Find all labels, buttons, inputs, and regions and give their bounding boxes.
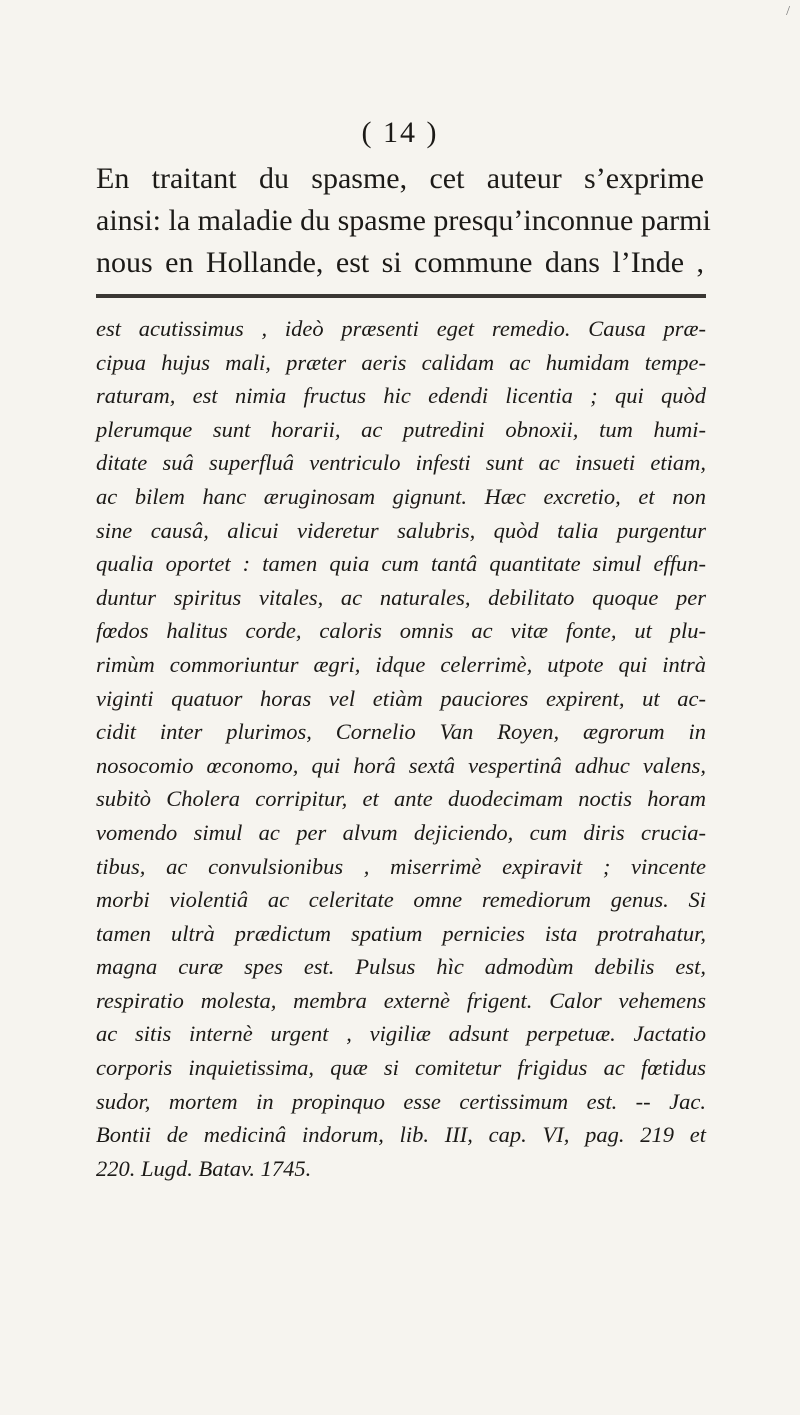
corner-mark: / bbox=[786, 4, 790, 19]
footnote-line: fœdos halitus corde, caloris omnis ac vitæ fonte, ut plu- bbox=[96, 618, 706, 644]
footnote-line: raturam, est nimia fructus hic edendi licentia ; qui quòd bbox=[96, 383, 706, 409]
footnote-line: duntur spiritus vitales, ac naturales, debilitato quoque per bbox=[96, 584, 706, 610]
footnote-line: ditate suâ superfluâ ventriculo infesti sunt ac insueti etiam, bbox=[96, 450, 706, 476]
footnote-line: morbi violentiâ ac celeritate omne remediorum genus. Si bbox=[96, 887, 706, 913]
text-line: ainsi: la maladie du spasme presqu’inconnue parmi bbox=[96, 204, 711, 237]
footnote-line: plerumque sunt horarii, ac putredini obnoxii, tum humi- bbox=[96, 416, 706, 442]
page-number: ( 14 ) bbox=[361, 116, 439, 149]
footnote-line: sudor, mortem in propinquo esse certissimum est. -- Jac. bbox=[96, 1088, 706, 1114]
footnote-line: vomendo simul ac per alvum dejiciendo, cum diris crucia- bbox=[96, 819, 706, 845]
french-text-block bbox=[96, 158, 711, 284]
footnote-line: viginti quatuor horas vel etiàm pauciores expirent, ut ac- bbox=[96, 685, 706, 711]
footnote-line: sine causâ, alicui videretur salubris, quòd talia purgentur bbox=[96, 517, 706, 543]
footnote-line: 220. Lugd. Batav. 1745. bbox=[96, 1155, 312, 1181]
footnote-line: tibus, ac convulsionibus , miserrimè expiravit ; vincente bbox=[96, 853, 706, 879]
footnote-line: ac bilem hanc æruginosam gignunt. Hæc excretio, et non bbox=[96, 483, 706, 509]
footnote-line: qualia oportet : tamen quia cum tantâ quantitate simul effun- bbox=[96, 551, 706, 577]
latin-footnote-block bbox=[96, 312, 706, 1185]
footnote-line: nosocomio œconomo, qui horâ sextâ vespertinâ adhuc valens, bbox=[96, 752, 706, 778]
text-line: En traitant du spasme, cet auteur s’exprime bbox=[96, 162, 704, 195]
footnote-line: tamen ultrà prædictum spatium pernicies ista protrahatur, bbox=[96, 920, 706, 946]
text-line: nous en Hollande, est si commune dans l’Inde , bbox=[96, 246, 704, 279]
footnote-line: magna curæ spes est. Pulsus hìc admodùm debilis est, bbox=[96, 954, 706, 980]
footnote-line: cipua hujus mali, præter aeris calidam ac humidam tempe- bbox=[96, 349, 706, 375]
footnote-rule bbox=[96, 294, 706, 298]
footnote-line: rimùm commoriuntur ægri, idque celerrimè, utpote qui intrà bbox=[96, 651, 706, 677]
footnote-line: corporis inquietissima, quæ si comitetur frigidus ac fœtidus bbox=[96, 1055, 706, 1081]
footnote-line: est acutissimus , ideò præsenti eget remedio. Causa præ- bbox=[96, 316, 706, 341]
footnote-line: ac sitis internè urgent , vigiliæ adsunt perpetuæ. Jactatio bbox=[96, 1021, 706, 1047]
footnote-line: cidit inter plurimos, Cornelio Van Royen, ægrorum in bbox=[96, 719, 706, 745]
footnote-line: subitò Cholera corripitur, et ante duodecimam noctis horam bbox=[96, 786, 706, 812]
footnote-line: respiratio molesta, membra externè frigent. Calor vehemens bbox=[96, 987, 706, 1013]
footnote-line: Bontii de medicinâ indorum, lib. III, cap. VI, pag. 219 et bbox=[96, 1122, 706, 1148]
